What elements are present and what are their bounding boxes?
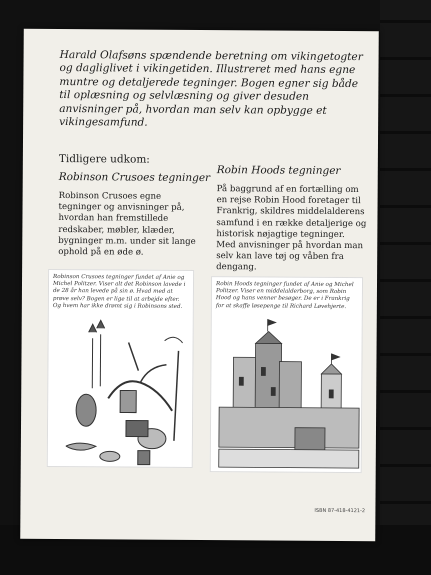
robinson-title: Robinson Crusoes tegninger — [58, 171, 211, 185]
robin-hood-description: På baggrund af en fortælling om en rejse Robin Hood foretager til Frankrig, skildres middelalderens samfund i en række detaljerige og historisk nøjagtige tegninger. Med anvisninger på hvordan man selv kan lave tøj og våben fra dengang. — [216, 184, 367, 273]
robinson-tools-drawing — [48, 270, 193, 467]
book-back-cover — [20, 29, 379, 541]
castle-drawing — [211, 277, 362, 472]
robinson-description: Robinson Crusoes egne tegninger og anvisninger på, hvordan han fremstillede redskaber, møbler, klæder, bygninger m.m. under sit lange ophold på en øde ø. — [58, 191, 196, 258]
intro-text: Harald Olafsøns spændende beretning om vikingetogter og dagliglivet i vikingetiden. Illustreret med hans egne muntre og detaljerede tegninger. Bogen egner sig både til oplæsning og selvlæsning og giver desuden anvisninger på, hvordan man selv kan opbygge et vikingesamfund. — [59, 49, 363, 129]
robinson-illustration — [47, 269, 194, 468]
robinson-caption: Robinson Crusoes tegninger fundet af Anie og Michel Politzer. Viser alt det Robinson lavede i de 28 år han levede på sin ø. Hvad med at prøve selv? Bogen er lige til at arbejde efter. Og hvem har ikke drømt sig i Robinsons sted. — [52, 273, 186, 310]
robin-hood-illustration — [210, 276, 363, 473]
isbn: ISBN 87-418-4121-2 — [314, 507, 366, 515]
robin-hood-caption: Robin Hoods tegninger fundet af Anie og Michel Politzer. Viser en middelalderborg, som Robin Hood og hans venner besøger. De er i Frankrig for at skaffe løsepenge til Richard Løvehjerte. — [215, 281, 354, 310]
leather-background — [380, 0, 431, 575]
robin-hood-title: Robin Hoods tegninger — [216, 164, 341, 177]
previous-titles-label: Tidligere udkom: — [58, 153, 150, 166]
